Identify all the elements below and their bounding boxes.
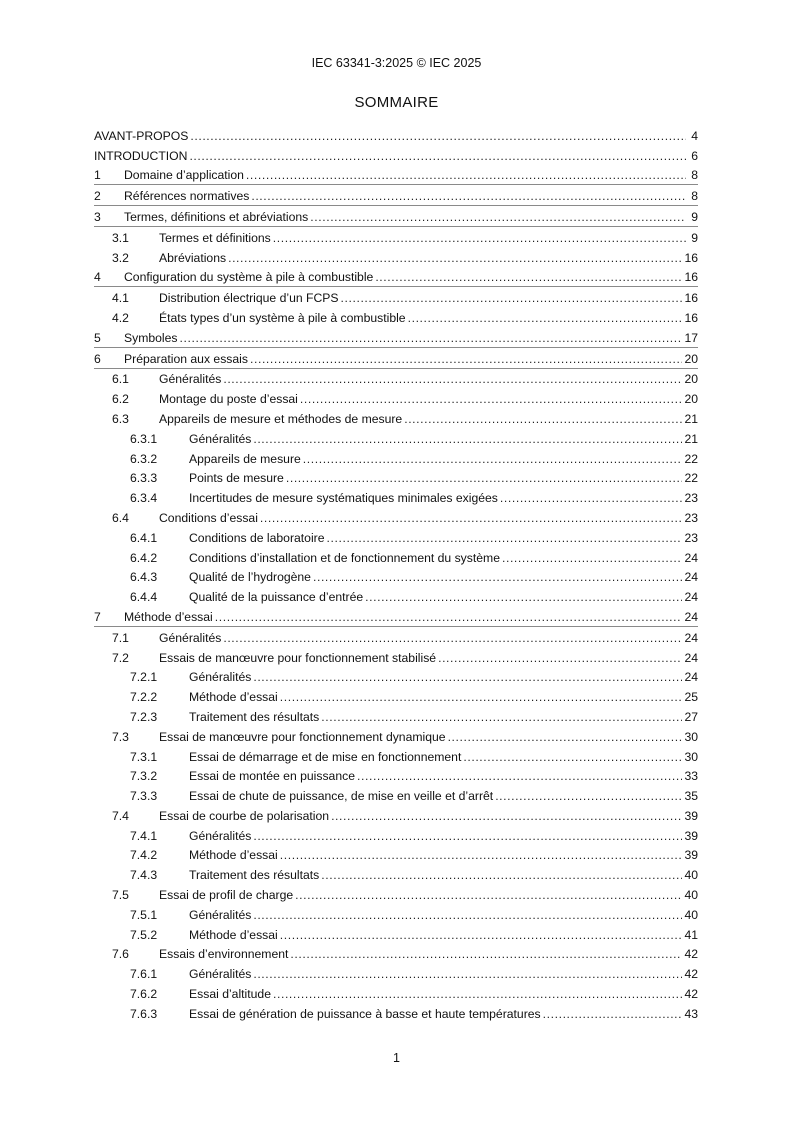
toc-entry-page: 23 bbox=[684, 530, 698, 545]
toc-entry-page: 24 bbox=[684, 650, 698, 665]
toc-entry-number: 7.2.2 bbox=[130, 690, 158, 705]
toc-entry[interactable] bbox=[94, 864, 698, 884]
toc-leader-dots bbox=[260, 511, 683, 525]
toc-leader-dots bbox=[357, 769, 682, 783]
toc-entry-title: Essai de courbe de polarisation bbox=[159, 808, 330, 823]
toc-entry-title: AVANT-PROPOS bbox=[94, 128, 189, 143]
toc-entry[interactable] bbox=[94, 606, 698, 627]
toc-entry[interactable] bbox=[94, 726, 698, 746]
toc-leader-dots bbox=[253, 967, 682, 981]
toc-entry-page: 39 bbox=[684, 808, 698, 823]
toc-entry[interactable] bbox=[94, 185, 698, 206]
toc-entry-page: 25 bbox=[684, 690, 698, 705]
toc-entry-page: 21 bbox=[684, 431, 698, 446]
toc-entry-page: 24 bbox=[684, 630, 698, 645]
toc-leader-dots bbox=[250, 352, 682, 366]
toc-entry[interactable] bbox=[94, 487, 698, 507]
toc-leader-dots bbox=[251, 189, 686, 203]
toc-entry-page: 42 bbox=[684, 987, 698, 1002]
toc-entry-title: Méthode d’essai bbox=[189, 927, 278, 942]
toc-entry-number: 4.1 bbox=[112, 291, 129, 306]
toc-entry-number: 7.4.3 bbox=[130, 868, 158, 883]
toc-entry-page: 17 bbox=[684, 330, 698, 345]
toc-entry-number: 6.3.3 bbox=[130, 471, 158, 486]
toc-entry-number: 6.1 bbox=[112, 372, 129, 387]
toc-entry-page: 20 bbox=[684, 372, 698, 387]
toc-entry-page: 4 bbox=[691, 128, 698, 143]
toc-entry-number: 4 bbox=[94, 270, 101, 285]
toc-entry-page: 43 bbox=[684, 1006, 698, 1021]
toc-entry-title: Essai de profil de charge bbox=[159, 888, 294, 903]
toc-entry[interactable] bbox=[94, 686, 698, 706]
toc-entry[interactable] bbox=[94, 983, 698, 1003]
toc-entry[interactable] bbox=[94, 667, 698, 687]
toc-entry-number: 6 bbox=[94, 351, 101, 366]
toc-entry-number: 6.3.4 bbox=[130, 491, 158, 506]
toc-entry[interactable] bbox=[94, 327, 698, 348]
toc-entry-number: 7.3.2 bbox=[130, 769, 158, 784]
toc-entry[interactable] bbox=[94, 145, 698, 165]
toc-leader-dots bbox=[253, 670, 682, 684]
toc-entry[interactable] bbox=[94, 247, 698, 267]
toc-leader-dots bbox=[280, 848, 683, 862]
toc-leader-dots bbox=[223, 631, 682, 645]
toc-entry-page: 9 bbox=[691, 209, 698, 224]
toc-leader-dots bbox=[341, 291, 683, 305]
toc-leader-dots bbox=[331, 809, 682, 823]
toc-leader-dots bbox=[273, 987, 682, 1001]
toc-entry[interactable] bbox=[94, 746, 698, 766]
toc-entry[interactable] bbox=[94, 287, 698, 307]
toc-entry-page: 24 bbox=[684, 670, 698, 685]
toc-entry-title: Méthode d’essai bbox=[189, 848, 278, 863]
toc-entry[interactable] bbox=[94, 428, 698, 448]
toc-entry[interactable] bbox=[94, 527, 698, 547]
toc-entry[interactable] bbox=[94, 307, 698, 327]
toc-entry[interactable] bbox=[94, 706, 698, 726]
toc-entry-number: 7 bbox=[94, 609, 101, 624]
toc-leader-dots bbox=[223, 372, 682, 386]
toc-entry-number: 5 bbox=[94, 330, 101, 345]
toc-entry-number: 7.3.1 bbox=[130, 749, 158, 764]
toc-entry-number: 7.2.1 bbox=[130, 670, 158, 685]
toc-entry-number: 7.2.3 bbox=[130, 709, 158, 724]
toc-entry-title: Symboles bbox=[124, 330, 178, 345]
toc-entry-title: Conditions de laboratoire bbox=[189, 530, 325, 545]
toc-entry-number: 6.4.2 bbox=[130, 550, 158, 565]
toc-entry[interactable] bbox=[94, 924, 698, 944]
toc-entry-number: 4.2 bbox=[112, 310, 129, 325]
toc-entry-number: 7.6.2 bbox=[130, 987, 158, 1002]
toc-leader-dots bbox=[246, 168, 686, 182]
toc-entry-title: Généralités bbox=[159, 372, 222, 387]
toc-entry-title: Essai de chute de puissance, de mise en veille et d’arrêt bbox=[189, 789, 494, 804]
toc-entry-page: 16 bbox=[684, 310, 698, 325]
toc-entry[interactable] bbox=[94, 845, 698, 865]
toc-entry-page: 40 bbox=[684, 868, 698, 883]
toc-entry-title: Domaine d’application bbox=[124, 168, 244, 183]
toc-entry-title: Termes, définitions et abréviations bbox=[124, 209, 309, 224]
toc-entry[interactable] bbox=[94, 766, 698, 786]
table-of-contents bbox=[94, 125, 698, 1023]
toc-entry[interactable] bbox=[94, 206, 698, 227]
toc-entry[interactable] bbox=[94, 468, 698, 488]
toc-entry-title: Conditions d’installation et de fonctionnement du système bbox=[189, 550, 500, 565]
toc-entry-page: 24 bbox=[684, 609, 698, 624]
toc-entry-title: Appareils de mesure et méthodes de mesure bbox=[159, 411, 403, 426]
toc-leader-dots bbox=[228, 251, 682, 265]
toc-leader-dots bbox=[313, 570, 682, 584]
toc-entry-title: Qualité de la puissance d’entrée bbox=[189, 590, 364, 605]
toc-entry[interactable] bbox=[94, 825, 698, 845]
toc-entry-number: 6.2 bbox=[112, 392, 129, 407]
toc-entry-title: Généralités bbox=[189, 967, 252, 982]
toc-entry-title: Appareils de mesure bbox=[189, 451, 301, 466]
toc-leader-dots bbox=[365, 590, 682, 604]
toc-entry-page: 22 bbox=[684, 451, 698, 466]
toc-entry-title: Généralités bbox=[159, 630, 222, 645]
toc-leader-dots bbox=[253, 908, 682, 922]
toc-entry-page: 16 bbox=[684, 291, 698, 306]
toc-entry[interactable] bbox=[94, 408, 698, 428]
toc-entry[interactable] bbox=[94, 647, 698, 667]
toc-entry[interactable] bbox=[94, 448, 698, 468]
toc-entry-page: 35 bbox=[684, 789, 698, 804]
toc-entry-title: Incertitudes de mesure systématiques minimales exigées bbox=[189, 491, 498, 506]
toc-entry-title: États types d’un système à pile à combustible bbox=[159, 310, 406, 325]
toc-entry-number: 7.1 bbox=[112, 630, 129, 645]
toc-leader-dots bbox=[273, 231, 686, 245]
toc-leader-dots bbox=[295, 888, 682, 902]
toc-entry[interactable] bbox=[94, 388, 698, 408]
toc-entry-title: Essai de démarrage et de mise en fonctionnement bbox=[189, 749, 462, 764]
toc-entry-page: 9 bbox=[691, 230, 698, 245]
toc-leader-dots bbox=[180, 331, 683, 345]
toc-leader-dots bbox=[310, 210, 686, 224]
toc-entry[interactable] bbox=[94, 507, 698, 527]
toc-entry[interactable] bbox=[94, 165, 698, 186]
toc-entry-page: 16 bbox=[684, 250, 698, 265]
toc-entry-page: 40 bbox=[684, 907, 698, 922]
toc-entry-page: 24 bbox=[684, 570, 698, 585]
toc-leader-dots bbox=[280, 690, 683, 704]
toc-entry-page: 23 bbox=[684, 510, 698, 525]
toc-entry[interactable] bbox=[94, 369, 698, 389]
toc-entry-title: Préparation aux essais bbox=[124, 351, 248, 366]
toc-entry-title: Abréviations bbox=[159, 250, 227, 265]
toc-leader-dots bbox=[321, 710, 682, 724]
toc-entry-page: 39 bbox=[684, 848, 698, 863]
toc-entry-number: 6.4.3 bbox=[130, 570, 158, 585]
toc-entry-number: 6.3.2 bbox=[130, 451, 158, 466]
toc-entry[interactable] bbox=[94, 884, 698, 904]
toc-entry-number: 7.3 bbox=[112, 729, 129, 744]
toc-entry-page: 8 bbox=[691, 168, 698, 183]
toc-entry-title: Généralités bbox=[189, 828, 252, 843]
toc-leader-dots bbox=[543, 1007, 683, 1021]
toc-entry-title: Conditions d’essai bbox=[159, 510, 258, 525]
toc-entry-page: 42 bbox=[684, 967, 698, 982]
toc-entry-title: Méthode d’essai bbox=[124, 609, 213, 624]
toc-entry-number: 6.4 bbox=[112, 510, 129, 525]
toc-leader-dots bbox=[280, 928, 683, 942]
toc-entry-title: Traitement des résultats bbox=[189, 868, 320, 883]
toc-leader-dots bbox=[375, 270, 682, 284]
toc-entry-title: Essais d’environnement bbox=[159, 947, 289, 962]
toc-entry-number: 7.6.1 bbox=[130, 967, 158, 982]
toc-entry-title: Essai de montée en puissance bbox=[189, 769, 355, 784]
toc-entry-page: 33 bbox=[684, 769, 698, 784]
toc-entry-number: 7.4 bbox=[112, 808, 129, 823]
toc-leader-dots bbox=[303, 452, 683, 466]
toc-leader-dots bbox=[408, 311, 683, 325]
toc-leader-dots bbox=[500, 491, 683, 505]
toc-entry-title: Essai de manœuvre pour fonctionnement dynamique bbox=[159, 729, 446, 744]
toc-entry-title: Traitement des résultats bbox=[189, 709, 320, 724]
page-title: SOMMAIRE bbox=[354, 94, 439, 111]
toc-entry-number: 7.5 bbox=[112, 888, 129, 903]
toc-entry-title: Distribution électrique d’un FCPS bbox=[159, 291, 339, 306]
toc-entry-page: 42 bbox=[684, 947, 698, 962]
toc-entry-page: 23 bbox=[684, 491, 698, 506]
toc-entry-page: 39 bbox=[684, 828, 698, 843]
toc-leader-dots bbox=[253, 829, 682, 843]
toc-entry-page: 30 bbox=[684, 729, 698, 744]
toc-entry-number: 7.4.2 bbox=[130, 848, 158, 863]
toc-leader-dots bbox=[327, 531, 683, 545]
toc-leader-dots bbox=[286, 471, 683, 485]
toc-entry-page: 27 bbox=[684, 709, 698, 724]
toc-entry[interactable] bbox=[94, 567, 698, 587]
toc-entry-number: 7.5.2 bbox=[130, 927, 158, 942]
page-header: IEC 63341-3:2025 © IEC 2025 bbox=[311, 56, 482, 70]
toc-entry-number: 1 bbox=[94, 168, 101, 183]
toc-entry[interactable] bbox=[94, 227, 698, 247]
toc-entry-number: 3 bbox=[94, 209, 101, 224]
toc-entry-title: Essais de manœuvre pour fonctionnement stabilisé bbox=[159, 650, 437, 665]
toc-entry-page: 16 bbox=[684, 270, 698, 285]
toc-entry[interactable] bbox=[94, 547, 698, 567]
toc-entry-page: 41 bbox=[684, 927, 698, 942]
toc-entry-number: 7.6 bbox=[112, 947, 129, 962]
toc-entry-title: Points de mesure bbox=[189, 471, 284, 486]
toc-entry-number: 2 bbox=[94, 189, 101, 204]
toc-leader-dots bbox=[253, 432, 682, 446]
toc-entry-title: Références normatives bbox=[124, 189, 250, 204]
toc-entry-number: 3.1 bbox=[112, 230, 129, 245]
toc-entry-number: 7.2 bbox=[112, 650, 129, 665]
toc-entry[interactable] bbox=[94, 125, 698, 145]
toc-entry-page: 24 bbox=[684, 590, 698, 605]
page-number: 1 bbox=[393, 1051, 400, 1065]
toc-entry[interactable] bbox=[94, 1003, 698, 1023]
toc-entry-number: 7.6.3 bbox=[130, 1006, 158, 1021]
toc-entry-number: 7.3.3 bbox=[130, 789, 158, 804]
toc-entry-title: Configuration du système à pile à combustible bbox=[124, 270, 374, 285]
toc-entry-title: Termes et définitions bbox=[159, 230, 271, 245]
toc-leader-dots bbox=[502, 551, 682, 565]
toc-entry-title: Montage du poste d’essai bbox=[159, 392, 298, 407]
toc-leader-dots bbox=[495, 789, 682, 803]
toc-entry-page: 24 bbox=[684, 550, 698, 565]
toc-entry-title: Essai d’altitude bbox=[189, 987, 271, 1002]
toc-entry-title: Généralités bbox=[189, 670, 252, 685]
toc-entry-page: 22 bbox=[684, 471, 698, 486]
toc-leader-dots bbox=[190, 129, 686, 143]
toc-entry-title: INTRODUCTION bbox=[94, 148, 188, 163]
toc-entry-number: 7.5.1 bbox=[130, 907, 158, 922]
toc-entry-page: 20 bbox=[684, 392, 698, 407]
toc-leader-dots bbox=[404, 412, 682, 426]
toc-entry-title: Méthode d’essai bbox=[189, 690, 278, 705]
toc-leader-dots bbox=[448, 730, 683, 744]
toc-leader-dots bbox=[321, 868, 682, 882]
toc-entry-number: 6.3.1 bbox=[130, 431, 158, 446]
toc-entry[interactable] bbox=[94, 348, 698, 369]
toc-entry-page: 21 bbox=[684, 411, 698, 426]
toc-leader-dots bbox=[463, 750, 682, 764]
toc-leader-dots bbox=[290, 947, 682, 961]
toc-entry[interactable] bbox=[94, 944, 698, 964]
toc-entry-title: Généralités bbox=[189, 431, 252, 446]
toc-entry-number: 7.4.1 bbox=[130, 828, 158, 843]
toc-entry-title: Qualité de l’hydrogène bbox=[189, 570, 311, 585]
toc-entry[interactable] bbox=[94, 805, 698, 825]
toc-entry-page: 6 bbox=[691, 148, 698, 163]
toc-entry[interactable] bbox=[94, 267, 698, 288]
toc-entry[interactable] bbox=[94, 963, 698, 983]
toc-entry[interactable] bbox=[94, 785, 698, 805]
toc-entry-page: 30 bbox=[684, 749, 698, 764]
toc-entry-page: 20 bbox=[684, 351, 698, 366]
toc-entry-number: 6.4.4 bbox=[130, 590, 158, 605]
toc-leader-dots bbox=[300, 392, 683, 406]
toc-entry[interactable] bbox=[94, 586, 698, 606]
toc-entry-number: 3.2 bbox=[112, 250, 129, 265]
toc-leader-dots bbox=[215, 610, 683, 624]
toc-entry[interactable] bbox=[94, 627, 698, 647]
toc-leader-dots bbox=[438, 651, 682, 665]
toc-entry-page: 8 bbox=[691, 189, 698, 204]
toc-entry[interactable] bbox=[94, 904, 698, 924]
toc-leader-dots bbox=[189, 149, 686, 163]
toc-entry-page: 40 bbox=[684, 888, 698, 903]
toc-entry-title: Essai de génération de puissance à basse et haute températures bbox=[189, 1006, 541, 1021]
toc-entry-title: Généralités bbox=[189, 907, 252, 922]
toc-entry-number: 6.3 bbox=[112, 411, 129, 426]
toc-entry-number: 6.4.1 bbox=[130, 530, 158, 545]
